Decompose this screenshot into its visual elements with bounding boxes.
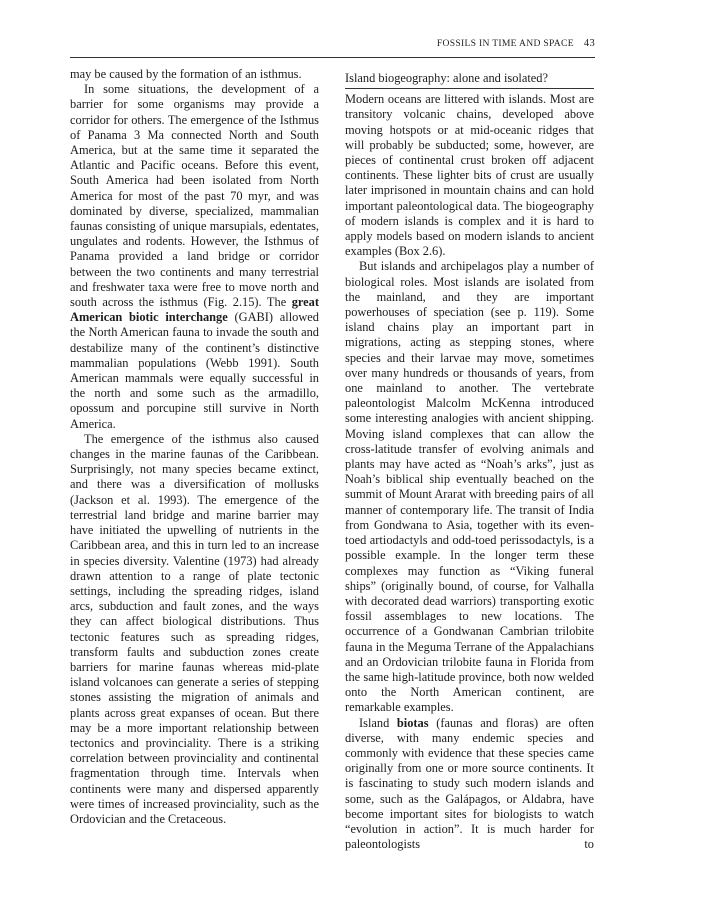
paragraph: may be caused by the formation of an isthmus.: [70, 67, 302, 81]
paragraph-text: (faunas and floras) are often diverse, with many endemic species and commonly with evidence that these species came originally from one or more source continents. It is fascinating to study such modern islands and some, such as the Galápagos, or Aldabra, have become important sites for biologists to watch “evolution in action”. It is much harder for paleontologists to: [345, 715, 594, 852]
left-column: [70, 67, 319, 827]
paragraph: Modern oceans are littered with islands. Most are transitory volcanic chains, developed above moving hotspots or at mid-oceanic ridges that will probably be subducted; some, however, are pieces of continental crust broken off adjacent continents. These lighter bits of crust are usually later imprisoned in mountain chains and can hold important paleontological data. The biogeography of modern islands is complex and it is hard to apply models based on modern islands to ancient examples (Box 2.6).: [345, 92, 594, 259]
paragraph-text: In some situations, the development of a barrier for some organisms may provide a corridor for others. The emergence of the Isthmus of Panama 3 Ma connected North and South America, but at the same time it separated the Atlantic and Pacific oceans. Before this event, South America had been isolated from North America for most of the past 70 myr, and was dominated by diverse, specialized, mammalian faunas consisting of unique marsupials, edentates, ungulates and rodents. However, the Isthmus of Panama provided a land bridge or corridor between the two continents and many terrestrial and freshwater taxa were free to move north and south across the isthmus (Fig. 2.15). The: [70, 82, 319, 310]
paragraph: The emergence of the isthmus also caused changes in the marine faunas of the Caribbean. Surprisingly, not many species became extinct, and there was a diversification of mollusks (Jackson et al. 1993). The emergence of the terrestrial land bridge and marine barrier may have initiated the upwelling of nutrients in the Caribbean area, and this in turn led to an increase in species diversity. Valentine (1973) had already drawn attention to a range of plate tectonic settings, including the spreading ridges, island arcs, subduction and fault zones, and the ways they can affect biological distributions. Thus tectonic features such as spreading ridges, transform faults and subduction zones create barriers for marine faunas whereas mid-plate island volcanoes can generate a series of stepping stones assisting the migration of animals and plants across great expanses of ocean. But there may be a more important relationship between tectonics and provinciality. There is a striking correlation between provinciality and continental fragmentation through time. Intervals when continents were many and dispersed apparently were times of increased provinciality, such as the Ordovician and the Cretaceous.: [70, 431, 319, 826]
header-rule: [70, 57, 595, 58]
paragraph-biotas: [345, 716, 594, 853]
key-term: great American biotic interchange: [70, 295, 319, 325]
running-head: [70, 38, 595, 49]
paragraph-text: Island: [359, 715, 390, 730]
right-column: [345, 71, 594, 852]
paragraph-gabi: [70, 82, 319, 432]
box-title: Island biogeography: alone and isolated?: [345, 71, 594, 89]
page-number: 43: [583, 38, 595, 49]
running-title: FOSSILS IN TIME AND SPACE: [436, 38, 574, 49]
paragraph-text: (GABI) allowed the North American fauna to invade the south and destabilize many of the continent’s distinctive mammalian populations (Webb 1991). South American mammals were equally successful in the north and some such as the armadillo, opossum and porcupine still survive in North America.: [70, 310, 319, 431]
paragraph: But islands and archipelagos play a number of biological roles. Most islands are isolated from the mainland, and they are important powerhouses of speciation (see p. 119). Some island chains play an important part in migrations, acting as stepping stones, where species and their larvae may move, sometimes over many hundreds or thousands of years, from one mainland to another. The vertebrate paleontologist Malcolm McKenna introduced some interesting analogies with ancient shipping. Moving island complexes that can allow the cross-latitude transfer of evolving animals and plants may have acted as “Noah’s arks”, just as Noah’s biblical ship eventually beached on the summit of Mount Ararat with breeding pairs of all manner of contemporary life. The transit of India from Gondwana to Asia, together with its even-toed artiodactyls and odd-toed perissodactyls, is a possible example. In the longer term these complexes may function as “Viking funeral ships” (originally bound, of course, for Valhalla with decorated dead warriors) transporting exotic fossil assemblages to new locations. The occurrence of a Gondwanan Cambrian trilobite fauna in the Meguma Terrane of the Appalachians and an Ordovician trilobite fauna in Florida from the same high-latitude province, both now welded onto the North American continent, are remarkable examples.: [345, 259, 594, 715]
key-term: biotas: [396, 715, 429, 730]
